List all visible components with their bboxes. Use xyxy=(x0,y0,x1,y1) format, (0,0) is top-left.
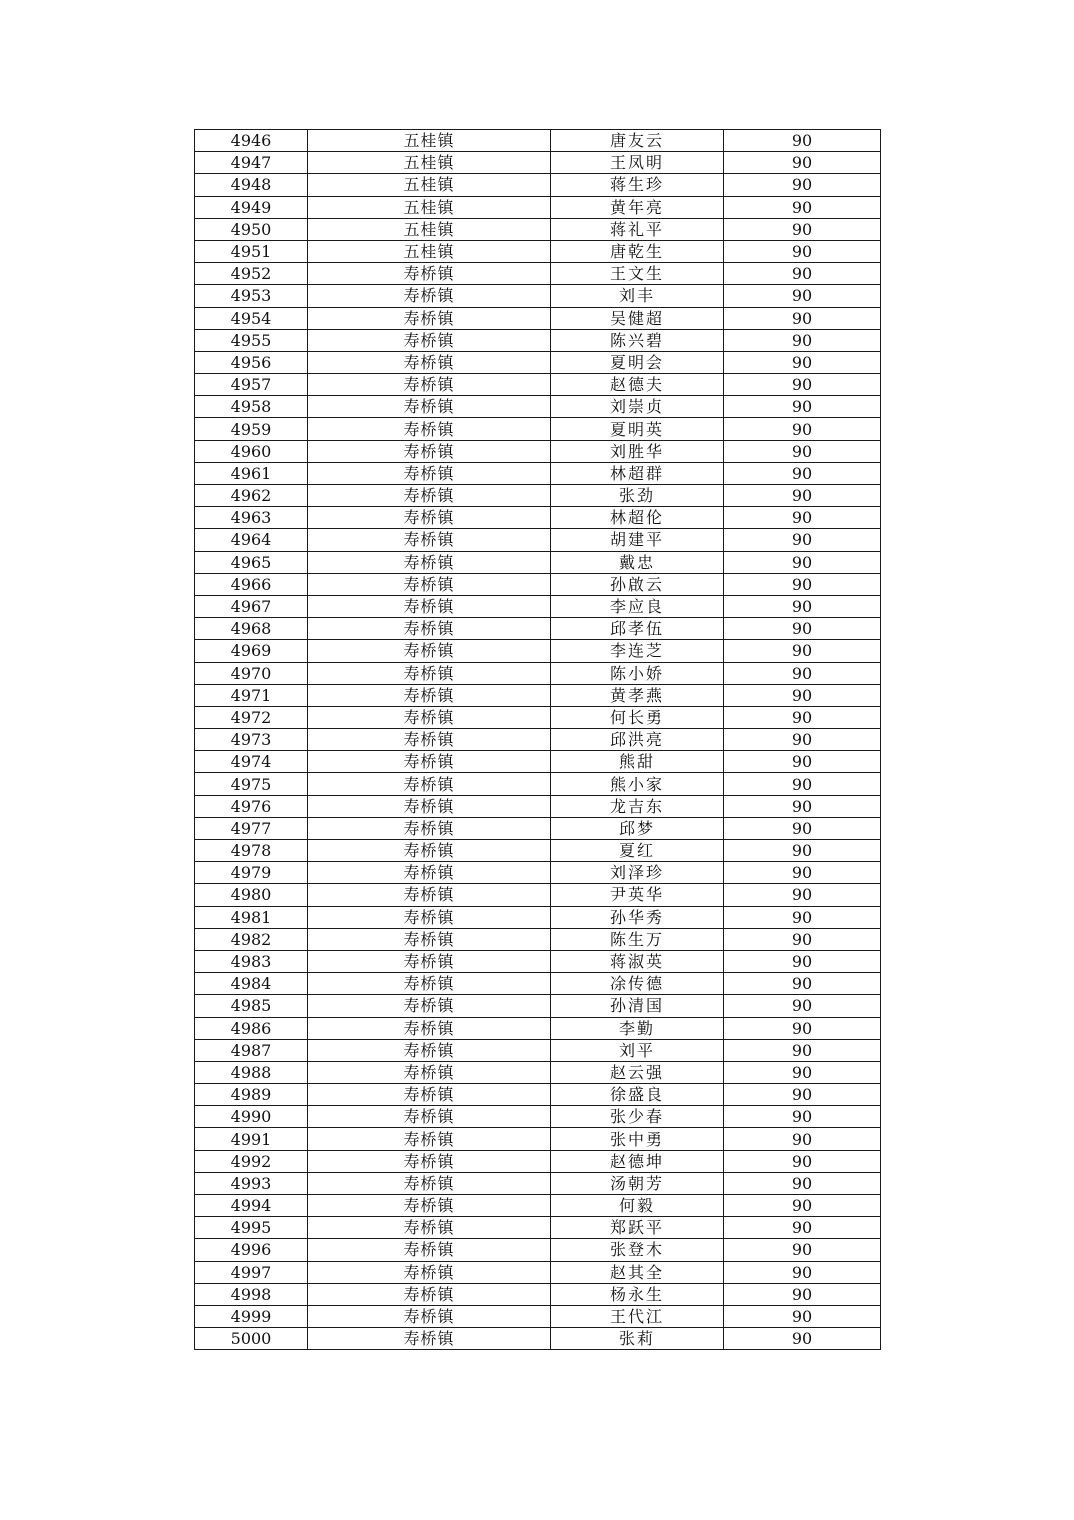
town-cell: 寿桥镇 xyxy=(308,906,551,928)
person-name-cell: 唐友云 xyxy=(551,130,724,152)
town-cell: 寿桥镇 xyxy=(308,662,551,684)
person-name-cell: 蒋生珍 xyxy=(551,174,724,196)
town-cell: 寿桥镇 xyxy=(308,640,551,662)
town-cell: 寿桥镇 xyxy=(308,1061,551,1083)
amount-cell: 90 xyxy=(724,1017,881,1039)
town-cell: 寿桥镇 xyxy=(308,1305,551,1327)
row-number-cell: 4951 xyxy=(195,240,308,262)
table-row xyxy=(195,1172,881,1194)
amount-cell: 90 xyxy=(724,551,881,573)
amount-cell: 90 xyxy=(724,418,881,440)
row-number-cell: 4958 xyxy=(195,396,308,418)
table-row xyxy=(195,1128,881,1150)
person-name-cell: 刘崇贞 xyxy=(551,396,724,418)
amount-cell: 90 xyxy=(724,485,881,507)
town-cell: 寿桥镇 xyxy=(308,329,551,351)
town-cell: 寿桥镇 xyxy=(308,1039,551,1061)
person-name-cell: 蒋淑英 xyxy=(551,950,724,972)
town-cell: 寿桥镇 xyxy=(308,684,551,706)
person-name-cell: 夏明会 xyxy=(551,351,724,373)
amount-cell: 90 xyxy=(724,240,881,262)
amount-cell: 90 xyxy=(724,285,881,307)
table-row xyxy=(195,729,881,751)
person-name-cell: 夏明英 xyxy=(551,418,724,440)
town-cell: 寿桥镇 xyxy=(308,995,551,1017)
person-name-cell: 王凤明 xyxy=(551,152,724,174)
table-row xyxy=(195,507,881,529)
amount-cell: 90 xyxy=(724,773,881,795)
person-name-cell: 徐盛良 xyxy=(551,1084,724,1106)
amount-cell: 90 xyxy=(724,595,881,617)
person-name-cell: 刘丰 xyxy=(551,285,724,307)
person-name-cell: 熊小家 xyxy=(551,773,724,795)
table-row xyxy=(195,1084,881,1106)
amount-cell: 90 xyxy=(724,529,881,551)
row-number-cell: 4954 xyxy=(195,307,308,329)
roster-table xyxy=(194,129,881,1350)
row-number-cell: 4992 xyxy=(195,1150,308,1172)
town-cell: 寿桥镇 xyxy=(308,840,551,862)
row-number-cell: 4978 xyxy=(195,840,308,862)
table-row xyxy=(195,662,881,684)
town-cell: 寿桥镇 xyxy=(308,573,551,595)
person-name-cell: 刘泽珍 xyxy=(551,862,724,884)
table-row xyxy=(195,795,881,817)
person-name-cell: 张莉 xyxy=(551,1328,724,1350)
town-cell: 寿桥镇 xyxy=(308,751,551,773)
town-cell: 寿桥镇 xyxy=(308,285,551,307)
row-number-cell: 4959 xyxy=(195,418,308,440)
row-number-cell: 4975 xyxy=(195,773,308,795)
town-cell: 寿桥镇 xyxy=(308,1261,551,1283)
town-cell: 寿桥镇 xyxy=(308,928,551,950)
amount-cell: 90 xyxy=(724,906,881,928)
person-name-cell: 李连芝 xyxy=(551,640,724,662)
person-name-cell: 戴忠 xyxy=(551,551,724,573)
row-number-cell: 4947 xyxy=(195,152,308,174)
table-row xyxy=(195,240,881,262)
row-number-cell: 4974 xyxy=(195,751,308,773)
person-name-cell: 邱孝伍 xyxy=(551,618,724,640)
table-row xyxy=(195,995,881,1017)
row-number-cell: 5000 xyxy=(195,1328,308,1350)
row-number-cell: 4985 xyxy=(195,995,308,1017)
amount-cell: 90 xyxy=(724,462,881,484)
table-row xyxy=(195,884,881,906)
person-name-cell: 何毅 xyxy=(551,1195,724,1217)
person-name-cell: 黄孝燕 xyxy=(551,684,724,706)
town-cell: 五桂镇 xyxy=(308,196,551,218)
amount-cell: 90 xyxy=(724,1106,881,1128)
amount-cell: 90 xyxy=(724,374,881,396)
amount-cell: 90 xyxy=(724,507,881,529)
row-number-cell: 4962 xyxy=(195,485,308,507)
town-cell: 寿桥镇 xyxy=(308,706,551,728)
amount-cell: 90 xyxy=(724,1239,881,1261)
table-row xyxy=(195,618,881,640)
town-cell: 五桂镇 xyxy=(308,152,551,174)
town-cell: 寿桥镇 xyxy=(308,1239,551,1261)
town-cell: 寿桥镇 xyxy=(308,1172,551,1194)
row-number-cell: 4967 xyxy=(195,595,308,617)
table-row xyxy=(195,773,881,795)
table-row xyxy=(195,1328,881,1350)
amount-cell: 90 xyxy=(724,1061,881,1083)
row-number-cell: 4950 xyxy=(195,218,308,240)
person-name-cell: 邱洪亮 xyxy=(551,729,724,751)
amount-cell: 90 xyxy=(724,973,881,995)
person-name-cell: 刘平 xyxy=(551,1039,724,1061)
amount-cell: 90 xyxy=(724,928,881,950)
row-number-cell: 4984 xyxy=(195,973,308,995)
person-name-cell: 赵德坤 xyxy=(551,1150,724,1172)
table-row xyxy=(195,1239,881,1261)
row-number-cell: 4988 xyxy=(195,1061,308,1083)
amount-cell: 90 xyxy=(724,307,881,329)
amount-cell: 90 xyxy=(724,706,881,728)
person-name-cell: 陈小娇 xyxy=(551,662,724,684)
table-row xyxy=(195,551,881,573)
table-row xyxy=(195,1261,881,1283)
person-name-cell: 夏红 xyxy=(551,840,724,862)
table-row xyxy=(195,307,881,329)
amount-cell: 90 xyxy=(724,1195,881,1217)
amount-cell: 90 xyxy=(724,995,881,1017)
amount-cell: 90 xyxy=(724,729,881,751)
town-cell: 五桂镇 xyxy=(308,240,551,262)
town-cell: 寿桥镇 xyxy=(308,773,551,795)
town-cell: 寿桥镇 xyxy=(308,462,551,484)
row-number-cell: 4987 xyxy=(195,1039,308,1061)
table-row xyxy=(195,152,881,174)
row-number-cell: 4946 xyxy=(195,130,308,152)
table-row xyxy=(195,485,881,507)
person-name-cell: 唐乾生 xyxy=(551,240,724,262)
town-cell: 寿桥镇 xyxy=(308,507,551,529)
town-cell: 寿桥镇 xyxy=(308,618,551,640)
row-number-cell: 4966 xyxy=(195,573,308,595)
row-number-cell: 4994 xyxy=(195,1195,308,1217)
amount-cell: 90 xyxy=(724,795,881,817)
table-row xyxy=(195,529,881,551)
town-cell: 寿桥镇 xyxy=(308,1150,551,1172)
person-name-cell: 熊甜 xyxy=(551,751,724,773)
amount-cell: 90 xyxy=(724,1084,881,1106)
row-number-cell: 4957 xyxy=(195,374,308,396)
person-name-cell: 邱梦 xyxy=(551,817,724,839)
person-name-cell: 李应良 xyxy=(551,595,724,617)
person-name-cell: 胡建平 xyxy=(551,529,724,551)
amount-cell: 90 xyxy=(724,152,881,174)
table-row xyxy=(195,440,881,462)
town-cell: 寿桥镇 xyxy=(308,1195,551,1217)
amount-cell: 90 xyxy=(724,263,881,285)
amount-cell: 90 xyxy=(724,751,881,773)
person-name-cell: 何长勇 xyxy=(551,706,724,728)
row-number-cell: 4971 xyxy=(195,684,308,706)
amount-cell: 90 xyxy=(724,329,881,351)
table-row xyxy=(195,751,881,773)
table-row xyxy=(195,684,881,706)
town-cell: 寿桥镇 xyxy=(308,595,551,617)
row-number-cell: 4968 xyxy=(195,618,308,640)
table-row xyxy=(195,196,881,218)
row-number-cell: 4999 xyxy=(195,1305,308,1327)
table-row xyxy=(195,928,881,950)
row-number-cell: 4977 xyxy=(195,817,308,839)
person-name-cell: 赵其全 xyxy=(551,1261,724,1283)
person-name-cell: 张登木 xyxy=(551,1239,724,1261)
table-row xyxy=(195,351,881,373)
town-cell: 五桂镇 xyxy=(308,130,551,152)
table-row xyxy=(195,285,881,307)
town-cell: 寿桥镇 xyxy=(308,263,551,285)
table-row xyxy=(195,1305,881,1327)
table-row xyxy=(195,1195,881,1217)
amount-cell: 90 xyxy=(724,884,881,906)
town-cell: 寿桥镇 xyxy=(308,1084,551,1106)
row-number-cell: 4948 xyxy=(195,174,308,196)
person-name-cell: 王代江 xyxy=(551,1305,724,1327)
table-row xyxy=(195,906,881,928)
town-cell: 寿桥镇 xyxy=(308,729,551,751)
person-name-cell: 黄年亮 xyxy=(551,196,724,218)
table-row xyxy=(195,840,881,862)
amount-cell: 90 xyxy=(724,618,881,640)
town-cell: 寿桥镇 xyxy=(308,1106,551,1128)
row-number-cell: 4973 xyxy=(195,729,308,751)
town-cell: 五桂镇 xyxy=(308,218,551,240)
amount-cell: 90 xyxy=(724,1172,881,1194)
person-name-cell: 孙啟云 xyxy=(551,573,724,595)
table-row xyxy=(195,396,881,418)
roster-table-body xyxy=(195,130,881,1350)
town-cell: 寿桥镇 xyxy=(308,307,551,329)
table-row xyxy=(195,418,881,440)
amount-cell: 90 xyxy=(724,1328,881,1350)
amount-cell: 90 xyxy=(724,684,881,706)
town-cell: 寿桥镇 xyxy=(308,529,551,551)
row-number-cell: 4965 xyxy=(195,551,308,573)
person-name-cell: 林超伦 xyxy=(551,507,724,529)
person-name-cell: 凃传德 xyxy=(551,973,724,995)
amount-cell: 90 xyxy=(724,817,881,839)
town-cell: 寿桥镇 xyxy=(308,862,551,884)
row-number-cell: 4979 xyxy=(195,862,308,884)
person-name-cell: 孙清国 xyxy=(551,995,724,1017)
table-row xyxy=(195,130,881,152)
person-name-cell: 蒋礼平 xyxy=(551,218,724,240)
town-cell: 寿桥镇 xyxy=(308,374,551,396)
row-number-cell: 4981 xyxy=(195,906,308,928)
amount-cell: 90 xyxy=(724,1039,881,1061)
row-number-cell: 4976 xyxy=(195,795,308,817)
amount-cell: 90 xyxy=(724,950,881,972)
town-cell: 寿桥镇 xyxy=(308,1017,551,1039)
person-name-cell: 杨永生 xyxy=(551,1283,724,1305)
town-cell: 寿桥镇 xyxy=(308,440,551,462)
amount-cell: 90 xyxy=(724,196,881,218)
town-cell: 寿桥镇 xyxy=(308,351,551,373)
row-number-cell: 4997 xyxy=(195,1261,308,1283)
town-cell: 寿桥镇 xyxy=(308,884,551,906)
amount-cell: 90 xyxy=(724,174,881,196)
town-cell: 寿桥镇 xyxy=(308,950,551,972)
row-number-cell: 4990 xyxy=(195,1106,308,1128)
person-name-cell: 林超群 xyxy=(551,462,724,484)
table-row xyxy=(195,950,881,972)
town-cell: 寿桥镇 xyxy=(308,396,551,418)
row-number-cell: 4953 xyxy=(195,285,308,307)
row-number-cell: 4960 xyxy=(195,440,308,462)
person-name-cell: 张中勇 xyxy=(551,1128,724,1150)
table-row xyxy=(195,1061,881,1083)
row-number-cell: 4964 xyxy=(195,529,308,551)
person-name-cell: 王文生 xyxy=(551,263,724,285)
table-row xyxy=(195,263,881,285)
row-number-cell: 4986 xyxy=(195,1017,308,1039)
amount-cell: 90 xyxy=(724,130,881,152)
row-number-cell: 4970 xyxy=(195,662,308,684)
row-number-cell: 4989 xyxy=(195,1084,308,1106)
person-name-cell: 赵云强 xyxy=(551,1061,724,1083)
row-number-cell: 4961 xyxy=(195,462,308,484)
person-name-cell: 龙吉东 xyxy=(551,795,724,817)
table-row xyxy=(195,374,881,396)
amount-cell: 90 xyxy=(724,1150,881,1172)
row-number-cell: 4963 xyxy=(195,507,308,529)
table-row xyxy=(195,1217,881,1239)
town-cell: 寿桥镇 xyxy=(308,1283,551,1305)
amount-cell: 90 xyxy=(724,396,881,418)
table-row xyxy=(195,174,881,196)
amount-cell: 90 xyxy=(724,1305,881,1327)
row-number-cell: 4983 xyxy=(195,950,308,972)
person-name-cell: 陈兴碧 xyxy=(551,329,724,351)
table-row xyxy=(195,329,881,351)
table-row xyxy=(195,862,881,884)
row-number-cell: 4956 xyxy=(195,351,308,373)
table-row xyxy=(195,1106,881,1128)
person-name-cell: 张劲 xyxy=(551,485,724,507)
amount-cell: 90 xyxy=(724,1283,881,1305)
row-number-cell: 4955 xyxy=(195,329,308,351)
town-cell: 寿桥镇 xyxy=(308,1328,551,1350)
town-cell: 寿桥镇 xyxy=(308,795,551,817)
table-row xyxy=(195,817,881,839)
person-name-cell: 尹英华 xyxy=(551,884,724,906)
amount-cell: 90 xyxy=(724,1128,881,1150)
person-name-cell: 郑跃平 xyxy=(551,1217,724,1239)
town-cell: 寿桥镇 xyxy=(308,1128,551,1150)
table-row xyxy=(195,595,881,617)
row-number-cell: 4952 xyxy=(195,263,308,285)
amount-cell: 90 xyxy=(724,1261,881,1283)
amount-cell: 90 xyxy=(724,573,881,595)
table-row xyxy=(195,706,881,728)
person-name-cell: 李勤 xyxy=(551,1017,724,1039)
amount-cell: 90 xyxy=(724,1217,881,1239)
town-cell: 寿桥镇 xyxy=(308,1217,551,1239)
row-number-cell: 4996 xyxy=(195,1239,308,1261)
table-row xyxy=(195,640,881,662)
person-name-cell: 吴健超 xyxy=(551,307,724,329)
town-cell: 寿桥镇 xyxy=(308,551,551,573)
table-row xyxy=(195,1283,881,1305)
table-row xyxy=(195,973,881,995)
row-number-cell: 4949 xyxy=(195,196,308,218)
table-row xyxy=(195,218,881,240)
row-number-cell: 4969 xyxy=(195,640,308,662)
table-row xyxy=(195,573,881,595)
person-name-cell: 孙华秀 xyxy=(551,906,724,928)
person-name-cell: 张少春 xyxy=(551,1106,724,1128)
amount-cell: 90 xyxy=(724,640,881,662)
row-number-cell: 4995 xyxy=(195,1217,308,1239)
town-cell: 寿桥镇 xyxy=(308,485,551,507)
table-row xyxy=(195,1039,881,1061)
amount-cell: 90 xyxy=(724,218,881,240)
person-name-cell: 汤朝芳 xyxy=(551,1172,724,1194)
town-cell: 寿桥镇 xyxy=(308,973,551,995)
person-name-cell: 赵德夫 xyxy=(551,374,724,396)
row-number-cell: 4998 xyxy=(195,1283,308,1305)
person-name-cell: 刘胜华 xyxy=(551,440,724,462)
amount-cell: 90 xyxy=(724,351,881,373)
table-row xyxy=(195,1150,881,1172)
amount-cell: 90 xyxy=(724,840,881,862)
row-number-cell: 4972 xyxy=(195,706,308,728)
row-number-cell: 4980 xyxy=(195,884,308,906)
amount-cell: 90 xyxy=(724,862,881,884)
town-cell: 寿桥镇 xyxy=(308,418,551,440)
table-row xyxy=(195,1017,881,1039)
table-row xyxy=(195,462,881,484)
person-name-cell: 陈生万 xyxy=(551,928,724,950)
amount-cell: 90 xyxy=(724,662,881,684)
amount-cell: 90 xyxy=(724,440,881,462)
town-cell: 五桂镇 xyxy=(308,174,551,196)
row-number-cell: 4991 xyxy=(195,1128,308,1150)
town-cell: 寿桥镇 xyxy=(308,817,551,839)
row-number-cell: 4982 xyxy=(195,928,308,950)
row-number-cell: 4993 xyxy=(195,1172,308,1194)
